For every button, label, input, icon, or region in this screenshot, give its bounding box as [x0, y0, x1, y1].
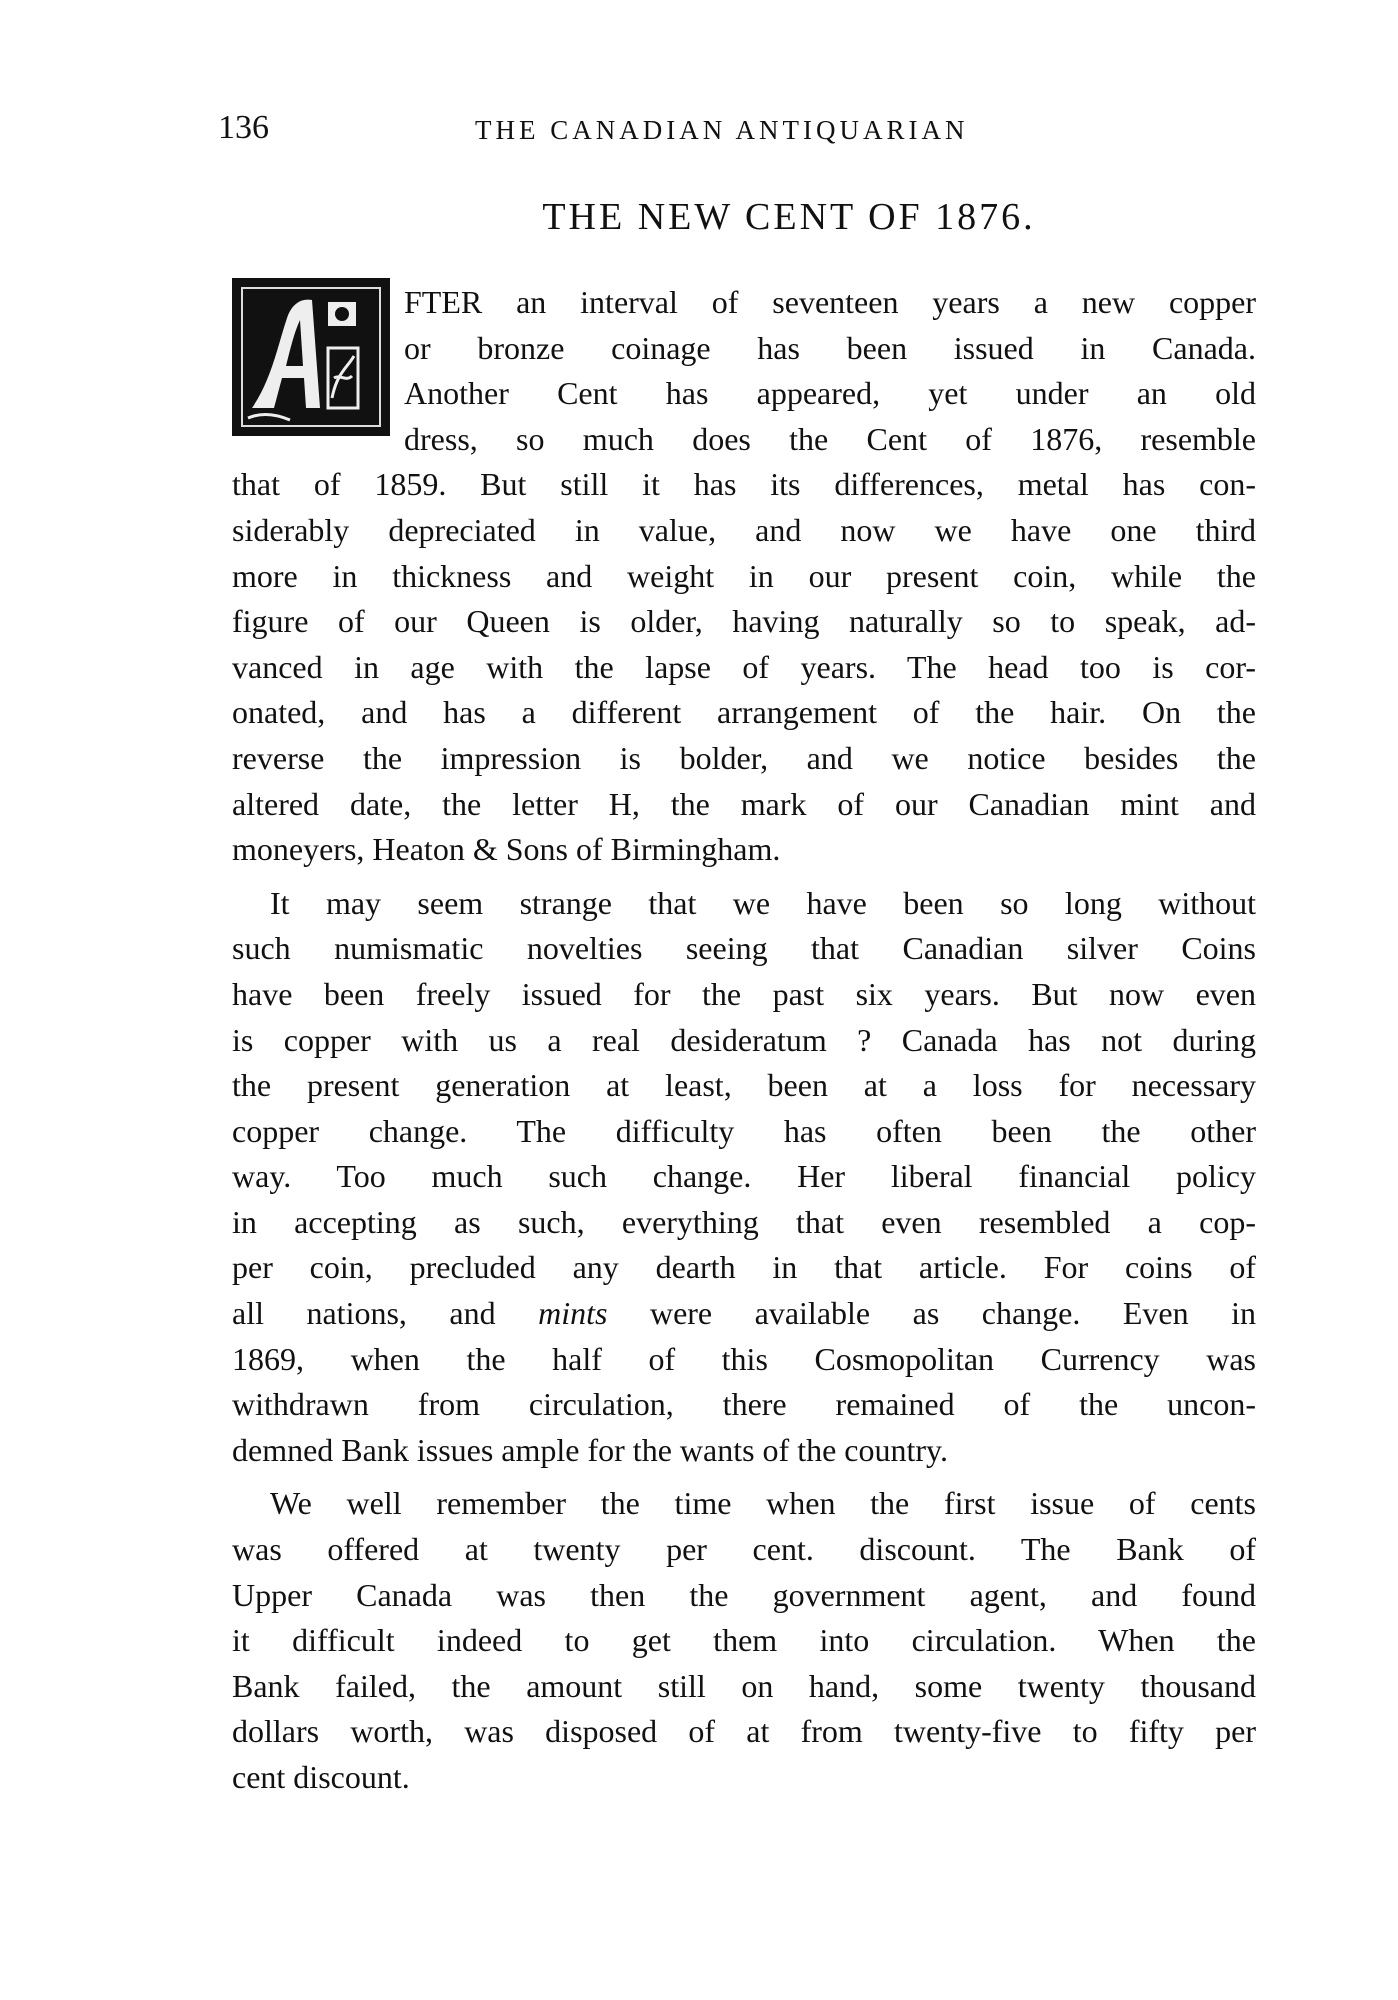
- emphasis: mints: [538, 1295, 608, 1332]
- text-line: onated, and has a different arrangement of the hair. On the: [232, 694, 1256, 731]
- text-line: figure of our Queen is older, having naturally so to speak, ad-: [232, 603, 1256, 640]
- text-line: dollars worth, was disposed of at from twenty-five to fifty per: [232, 1713, 1256, 1750]
- text-line: more in thickness and weight in our present coin, while the: [232, 557, 1256, 594]
- text-line: withdrawn from circulation, there remained of the uncon-: [232, 1386, 1256, 1423]
- text-line: the present generation at least, been at a loss for necessary: [232, 1067, 1256, 1104]
- text-line: such numismatic novelties seeing that Canadian silver Coins: [232, 930, 1256, 967]
- text-line: cent discount.: [232, 1759, 410, 1795]
- text-line: It may seem strange that we have been so long without: [270, 884, 1256, 921]
- text-line: all nations, and mints were available as change. Even in: [232, 1295, 1256, 1332]
- text-line: in accepting as such, everything that even resembled a cop-: [232, 1203, 1256, 1240]
- text-line: moneyers, Heaton & Sons of Birmingham.: [232, 831, 781, 868]
- article-title: [0, 192, 1398, 242]
- text-line: 1869, when the half of this Cosmopolitan Currency was: [232, 1340, 1256, 1377]
- text-line: Bank failed, the amount still on hand, some twenty thousand: [232, 1667, 1256, 1704]
- paragraph-1: [232, 280, 1256, 873]
- text-line: copper change. The difficulty has often been the other: [232, 1112, 1256, 1149]
- text-line: We well remember the time when the first issue of cents: [270, 1485, 1256, 1522]
- text-line: Another Cent has appeared, yet under an old: [404, 375, 1256, 412]
- text-line: it difficult indeed to get them into circulation. When the: [232, 1622, 1256, 1659]
- text-line: demned Bank issues ample for the wants of the country.: [232, 1431, 948, 1468]
- text-line: that of 1859. But still it has its differences, metal has con-: [232, 466, 1256, 503]
- page-number: 136: [218, 109, 269, 146]
- text-line: or bronze coinage has been issued in Canada.: [404, 329, 1256, 366]
- text-line: Upper Canada was then the government agent, and found: [232, 1576, 1256, 1613]
- text-line: per coin, precluded any dearth in that article. For coins of: [232, 1249, 1256, 1286]
- journal-title: THE CANADIAN ANTIQUARIAN: [475, 115, 969, 145]
- text-line: way. Too much such change. Her liberal financial policy: [232, 1158, 1256, 1195]
- text-line: dress, so much does the Cent of 1876, resemble: [404, 420, 1256, 457]
- text-line: FTER an interval of seventeen years a new copper: [404, 284, 1256, 320]
- text-line: siderably depreciated in value, and now we have one third: [232, 511, 1256, 548]
- running-head: [0, 108, 1398, 148]
- paragraph-3: [232, 1481, 1256, 1800]
- text-line: is copper with us a real desideratum ? Canada has not during: [232, 1021, 1256, 1058]
- paragraph-2: [232, 881, 1256, 1474]
- text-line: have been freely issued for the past six years. But now even: [232, 975, 1256, 1012]
- article-body: [232, 280, 1256, 1809]
- text-line: altered date, the letter H, the mark of our Canadian mint and: [232, 785, 1256, 822]
- text-line: was offered at twenty per cent. discount. The Bank of: [232, 1531, 1256, 1568]
- article-title-text: THE NEW CENT OF 1876.: [542, 196, 1036, 238]
- text-line: reverse the impression is bolder, and we notice besides the: [232, 739, 1256, 776]
- text-line: vanced in age with the lapse of years. The head too is cor-: [232, 648, 1256, 685]
